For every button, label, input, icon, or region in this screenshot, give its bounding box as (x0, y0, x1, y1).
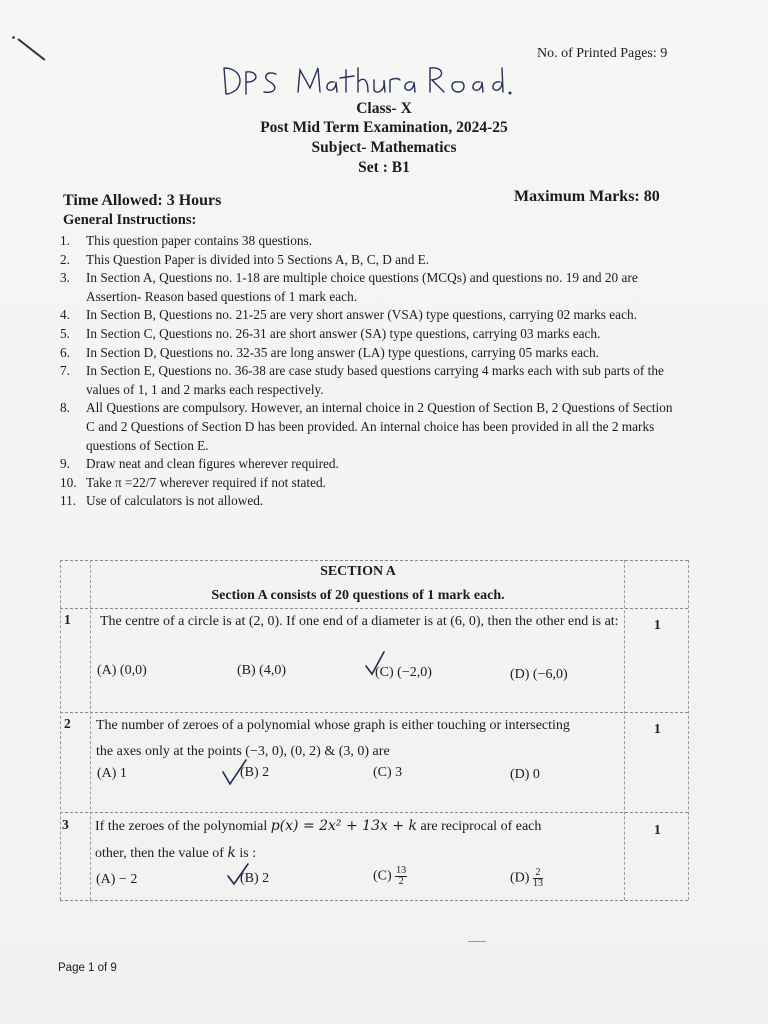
answer-tick-mark (364, 650, 388, 678)
instructions-list (60, 232, 680, 511)
option-a: (A) 1 (97, 766, 127, 781)
instructions-title: General Instructions: (63, 212, 197, 228)
question-marks: 1 (654, 721, 661, 736)
corner-dot (12, 36, 15, 39)
class-heading: Class- X (356, 100, 412, 117)
question-text: The number of zeroes of a polynomial whose graph is either touching or intersecting the axes only at the points (−3, 0), (0, 2) & (3, 0) are (96, 718, 570, 759)
set-heading: Set : B1 (358, 159, 410, 176)
question-number: 1 (64, 612, 71, 627)
option-a: (A) (0,0) (97, 663, 147, 678)
section-title: SECTION A (320, 564, 396, 579)
option-c: (C) $\frac{13}{2}$ (373, 865, 407, 887)
instruction-item: 11. Use of calculators is not allowed. (60, 493, 264, 509)
corner-pen-stroke (17, 38, 45, 61)
instruction-item: 5. In Section C, Questions no. 26-31 are short answer (SA) type questions, carrying 03 marks each. (60, 325, 601, 341)
table-rule (60, 560, 61, 900)
option-d: (D) 0 (510, 767, 540, 782)
question-text: If the zeroes of the polynomial p(x) = 2x² + 13x + k are reciprocal of each other, then the value of k is : (95, 818, 542, 861)
subject-heading: Subject- Mathematics (311, 139, 457, 156)
option-d: (D) (−6,0) (510, 667, 568, 682)
exam-heading: Post Mid Term Examination, 2024-25 (260, 119, 508, 136)
instruction-item: 1. This question paper contains 38 questions. (60, 233, 313, 248)
polynomial-expression: p(x) = 2x² + 13x + k (270, 818, 418, 834)
printed-pages-count: No. of Printed Pages: 9 (537, 46, 668, 61)
question-marks: 1 (654, 617, 661, 632)
table-rule (688, 560, 689, 900)
instruction-item: 8. All Questions are compulsory. However, an internal choice in 2 Question of Section B, 2 Questions of Section C and 2 Questions of Section D has been provided. An internal choice has been provided in all the 2 marks questions of Section E. (60, 400, 673, 453)
fraction: $\frac{13}{2}$ (396, 865, 407, 887)
option-b: (B) 2 (240, 765, 270, 780)
option-b: (B) 2 (240, 871, 270, 886)
question-number: 2 (64, 716, 71, 731)
page-number: Page 1 of 9 (58, 962, 117, 974)
instruction-item: 3. In Section A, Questions no. 1-18 are multiple choice questions (MCQs) and questions no. 19 and 20 are Assertion- Reason based questions of 1 mark each. (60, 270, 638, 304)
divider-mark (468, 941, 486, 942)
question-text: The centre of a circle is at (2, 0). If one end of a diameter is at (6, 0), then the other end is at: (100, 614, 619, 629)
answer-tick-mark (226, 862, 252, 888)
instruction-item: 10. Take π =22/7 wherever required if not stated. (60, 474, 326, 490)
time-allowed: Time Allowed: 3 Hours (63, 192, 222, 209)
instruction-item: 9. Draw neat and clean figures wherever required. (60, 456, 339, 472)
table-rule (90, 560, 91, 900)
maximum-marks: Maximum Marks: 80 (514, 188, 660, 205)
instruction-item: 2. This Question Paper is divided into 5 Sections A, B, C, D and E. (60, 251, 430, 267)
option-d: (D) $\frac{2}{13}$ (510, 867, 543, 889)
section-subtitle: Section A consists of 20 questions of 1 mark each. (211, 588, 505, 603)
answer-tick-mark (220, 758, 250, 788)
instruction-item: 4. In Section B, Questions no. 21-25 are very short answer (VSA) type questions, carrying 02 marks each. (60, 307, 637, 323)
question-marks: 1 (654, 822, 661, 837)
option-b: (B) (4,0) (237, 663, 286, 678)
fraction: $\frac{2}{13}$ (532, 867, 543, 889)
instruction-item: 6. In Section D, Questions no. 32-35 are long answer (LA) type questions, carrying 05 marks each. (60, 344, 599, 360)
option-a: (A) − 2 (96, 872, 138, 887)
instruction-item: 7. In Section E, Questions no. 36-38 are case study based questions carrying 4 marks each with sub parts of the values of 1, 1 and 2 marks each respectively. (60, 363, 664, 397)
question-number: 3 (62, 817, 69, 832)
table-rule (60, 900, 688, 901)
handwritten-school-name (218, 62, 518, 102)
table-rule (60, 560, 688, 561)
option-c: (C) 3 (373, 765, 403, 780)
option-c: (C) (−2,0) (375, 665, 432, 680)
